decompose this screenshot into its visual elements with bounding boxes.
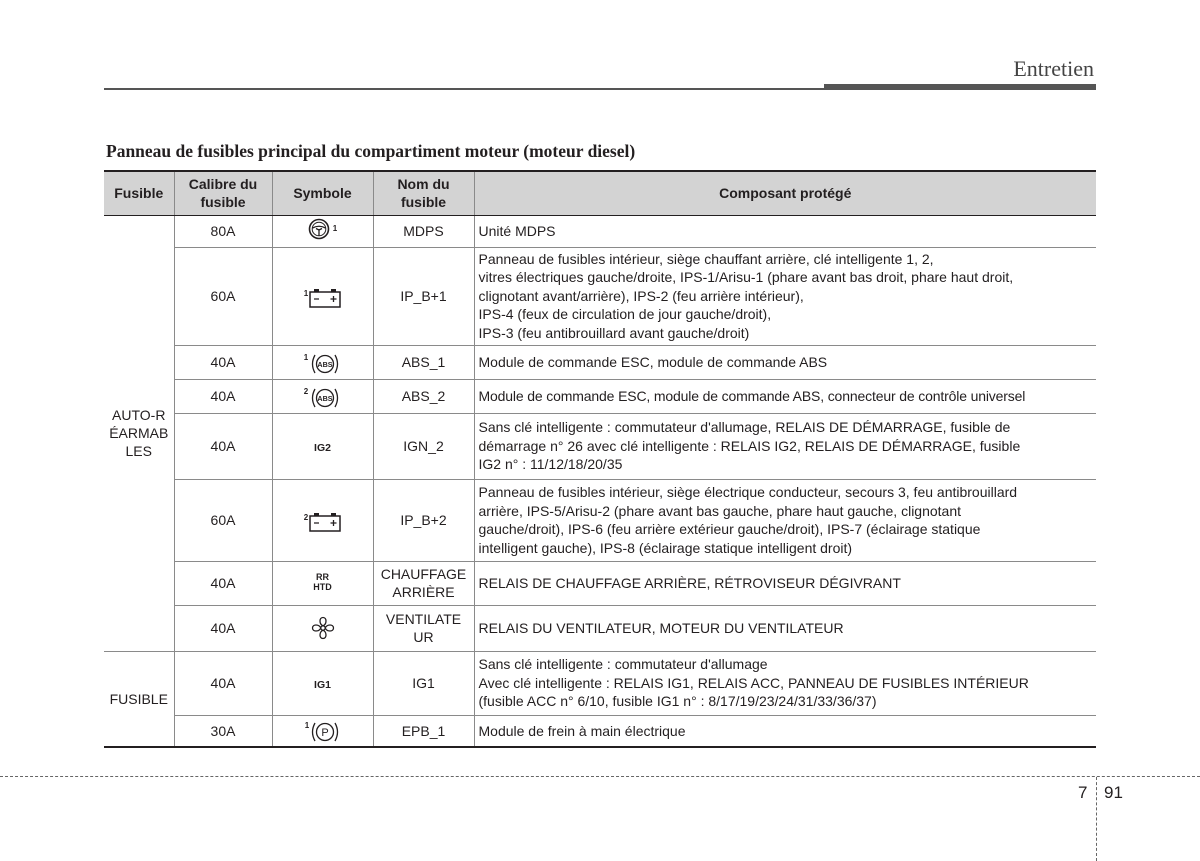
section-title: Panneau de fusibles principal du compartiment moteur (moteur diesel) bbox=[106, 141, 636, 161]
component-cell: Panneau de fusibles intérieur, siège chauffant arrière, clé intelligente 1, 2, vitres électriques gauche/droite, IPS-1/Arisu-1 (phare avant bas droit, phare haut droit, clignotant avant/arrière), IPS-2 (feu arrière intérieur), IPS-4 (feux de circulation de jour gauche/droit), IPS-3 (feu antibrouillard avant gauche/droit) bbox=[474, 247, 1096, 345]
rating-cell: 40A bbox=[174, 605, 272, 651]
fuse-name-cell: IG1 bbox=[373, 651, 474, 715]
header-nom: Nom du fusible bbox=[373, 171, 474, 215]
table-row bbox=[104, 247, 1096, 345]
symbol-cell bbox=[272, 413, 373, 479]
table-row bbox=[104, 345, 1096, 379]
table-header-row bbox=[104, 171, 1096, 215]
chapter-number: 7 bbox=[1078, 783, 1088, 802]
symbol-number: 2 bbox=[303, 512, 309, 522]
ig2-symbol-text: IG2 bbox=[314, 441, 331, 454]
symbol-cell bbox=[272, 215, 373, 247]
steering-wheel-icon bbox=[308, 218, 330, 240]
rating-cell: 80A bbox=[174, 215, 272, 247]
symbol-number: 1 bbox=[304, 721, 310, 731]
group-label bbox=[104, 651, 174, 747]
rr-htd-symbol-text: RR HTD bbox=[313, 571, 332, 592]
header-fusible: Fusible bbox=[104, 171, 174, 215]
svg-text:P: P bbox=[321, 727, 329, 740]
rating-cell: 60A bbox=[174, 247, 272, 345]
fuse-name-cell: IP_B+2 bbox=[373, 479, 474, 561]
table-row bbox=[104, 605, 1096, 651]
symbol-cell bbox=[272, 345, 373, 379]
fuse-name-cell: CHAUFFAGE ARRIÈRE bbox=[373, 561, 474, 605]
parking-brake-icon bbox=[310, 720, 340, 744]
symbol-number: 1 bbox=[332, 223, 338, 233]
rating-cell: 40A bbox=[174, 651, 272, 715]
abs-icon bbox=[309, 352, 341, 376]
header-composant: Composant protégé bbox=[474, 171, 1096, 215]
fuse-table bbox=[104, 170, 1096, 748]
symbol-cell bbox=[272, 379, 373, 413]
rating-cell: 40A bbox=[174, 413, 272, 479]
component-cell: RELAIS DU VENTILATEUR, MOTEUR DU VENTILATEUR bbox=[474, 605, 1096, 651]
fan-icon bbox=[310, 615, 336, 641]
component-cell: Unité MDPS bbox=[474, 215, 1096, 247]
rating-cell: 40A bbox=[174, 379, 272, 413]
table-row bbox=[104, 413, 1096, 479]
group-fusible: FUSIBLE bbox=[109, 690, 168, 707]
fuse-name-cell: ABS_2 bbox=[373, 379, 474, 413]
fuse-name-cell: EPB_1 bbox=[373, 715, 474, 747]
svg-text:ABS: ABS bbox=[317, 359, 333, 369]
component-cell: Module de commande ESC, module de commande ABS, connecteur de contrôle universel bbox=[474, 379, 1096, 413]
battery-icon bbox=[309, 512, 341, 532]
ig1-symbol-text: IG1 bbox=[314, 678, 331, 691]
component-cell: Sans clé intelligente : commutateur d'allumage Avec clé intelligente : RELAIS IG1, RELAIS ACC, PANNEAU DE FUSIBLES INTÉRIEUR (fusible ACC n° 6/10, fusible IG1 n° : 8/17/19/23/24/31/33/36/37) bbox=[474, 651, 1096, 715]
battery-icon bbox=[309, 288, 341, 308]
component-cell: Panneau de fusibles intérieur, siège électrique conducteur, secours 3, feu antibrouillard arrière, IPS-5/Arisu-2 (phare avant bas gauche, phare haut gauche, clignotant gauche/droit), IPS-6 (feu arrière extérieur gauche/droit), IPS-7 (éclairage statique intelligent gauche), IPS-8 (éclairage statique intelligent droit) bbox=[474, 479, 1096, 561]
abs-icon bbox=[309, 386, 341, 410]
symbol-cell bbox=[272, 247, 373, 345]
fuse-name-cell: VENTILATE UR bbox=[373, 605, 474, 651]
fuse-name-cell: IGN_2 bbox=[373, 413, 474, 479]
header-calibre: Calibre du fusible bbox=[174, 171, 272, 215]
fuse-name-cell: MDPS bbox=[373, 215, 474, 247]
table-row bbox=[104, 479, 1096, 561]
footer-vertical-dashed-rule bbox=[1096, 777, 1097, 861]
component-cell: Module de commande ESC, module de commande ABS bbox=[474, 345, 1096, 379]
header-symbole: Symbole bbox=[272, 171, 373, 215]
page-number: 91 bbox=[1104, 783, 1123, 802]
group-auto-rearmables: AUTO-RÉARMABLES bbox=[109, 406, 169, 459]
table-row bbox=[104, 561, 1096, 605]
fuse-name-cell: ABS_1 bbox=[373, 345, 474, 379]
table-row bbox=[104, 651, 1096, 715]
symbol-cell bbox=[272, 605, 373, 651]
component-cell: Sans clé intelligente : commutateur d'allumage, RELAIS DE DÉMARRAGE, fusible de démarrage n° 26 avec clé intelligente : RELAIS IG2, RELAIS DE DÉMARRAGE, fusible IG2 n° : 11/12/18/20/35 bbox=[474, 413, 1096, 479]
table-row bbox=[104, 715, 1096, 747]
symbol-cell bbox=[272, 651, 373, 715]
rating-cell: 60A bbox=[174, 479, 272, 561]
symbol-cell bbox=[272, 715, 373, 747]
symbol-number: 1 bbox=[303, 288, 309, 298]
footer-dashed-rule bbox=[0, 776, 1200, 777]
table-row bbox=[104, 379, 1096, 413]
symbol-cell bbox=[272, 561, 373, 605]
group-label bbox=[104, 215, 174, 651]
symbol-number: 1 bbox=[303, 352, 309, 362]
symbol-cell bbox=[272, 479, 373, 561]
component-cell: Module de frein à main électrique bbox=[474, 715, 1096, 747]
header-bar bbox=[824, 84, 1096, 90]
fuse-name-cell: IP_B+1 bbox=[373, 247, 474, 345]
symbol-number: 2 bbox=[303, 386, 309, 396]
rating-cell: 40A bbox=[174, 345, 272, 379]
rating-cell: 30A bbox=[174, 715, 272, 747]
component-cell: RELAIS DE CHAUFFAGE ARRIÈRE, RÉTROVISEUR DÉGIVRANT bbox=[474, 561, 1096, 605]
table-row bbox=[104, 215, 1096, 247]
rating-cell: 40A bbox=[174, 561, 272, 605]
chapter-title: Entretien bbox=[1013, 56, 1094, 81]
svg-text:ABS: ABS bbox=[317, 393, 333, 403]
